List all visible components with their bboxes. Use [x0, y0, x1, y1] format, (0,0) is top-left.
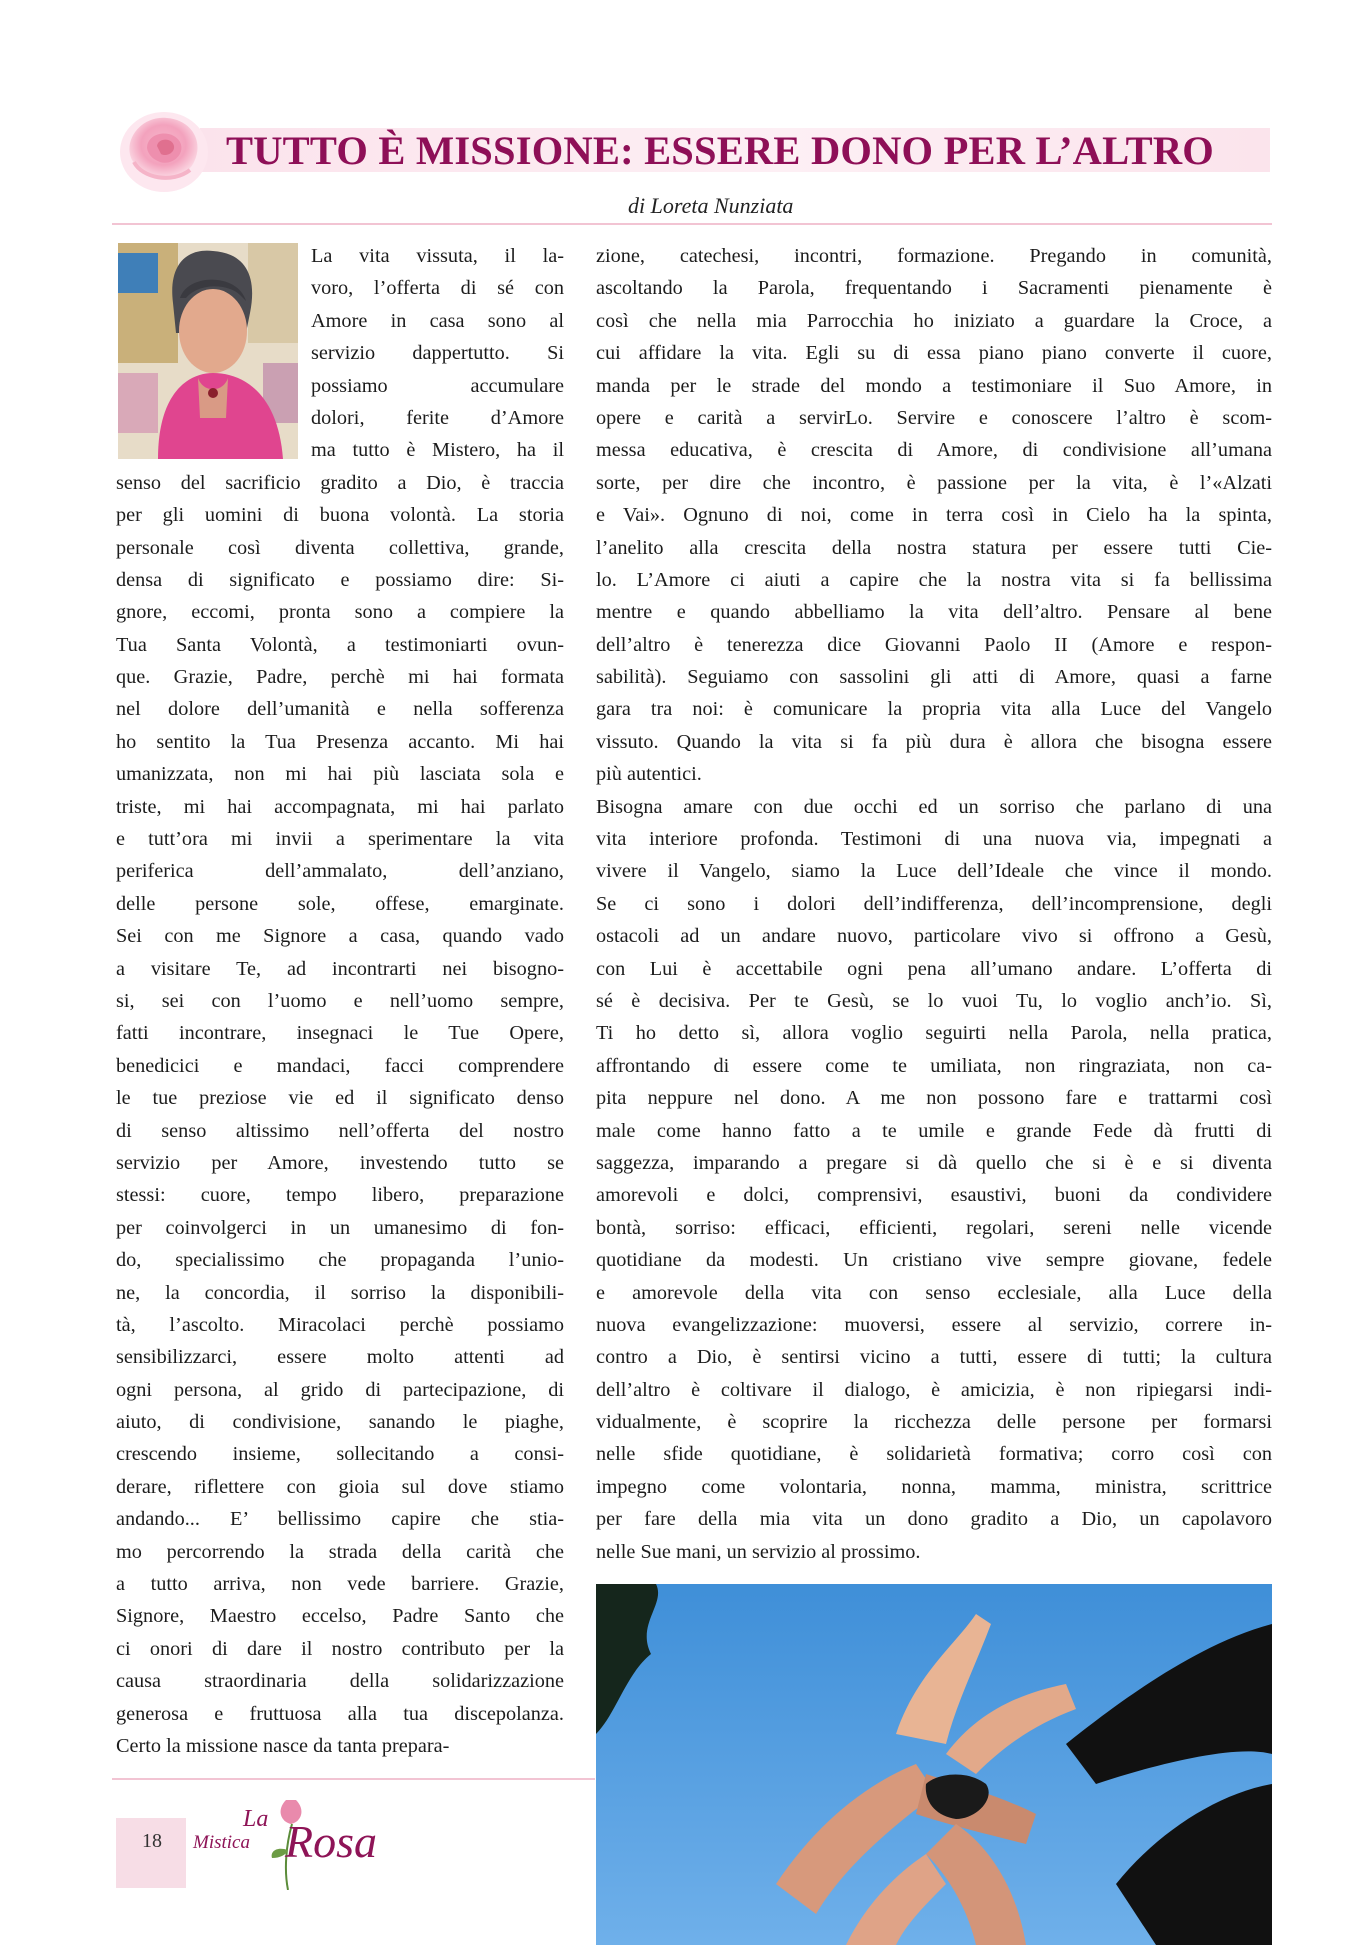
text-line: vidualmente, è scoprire la ricchezza delle persone per formarsi: [596, 1411, 1272, 1434]
text-line: nelle Sue mani, un servizio al prossimo.: [596, 1540, 921, 1563]
text-line: pita neppure nel dono. A me non possono fare e trattarmi così: [596, 1087, 1272, 1110]
text-line: per coinvolgerci in un umanesimo di fon-: [116, 1216, 564, 1239]
article-column-right: [596, 240, 1272, 1568]
text-line: causa straordinaria della solidarizzazione: [116, 1670, 564, 1693]
text-line: zione, catechesi, incontri, formazione. Pregando in comunità,: [596, 245, 1272, 267]
text-line: La vita vissuta, il la-: [311, 245, 564, 267]
text-line: derare, riflettere con gioia sul dove stiamo: [116, 1475, 564, 1498]
text-line: tà, l’ascolto. Miracolaci perchè possiamo: [116, 1313, 564, 1336]
text-line: per gli uomini di buona volontà. La storia: [116, 504, 564, 527]
text-line: a visitare Te, ad incontrarti nei bisogno-: [116, 957, 564, 980]
text-line: benedicici e mandaci, facci comprendere: [116, 1054, 564, 1077]
text-line: nuova evangelizzazione: muoversi, essere al servizio, correre in-: [596, 1313, 1272, 1336]
text-line: si, sei con l’uomo e nell’uomo sempre,: [116, 989, 564, 1012]
text-line: ci onori di dare il nostro contributo per la: [116, 1637, 564, 1660]
text-line: Certo la missione nasce da tanta prepara-: [116, 1734, 450, 1757]
text-line: Signore, Maestro eccelso, Padre Santo che: [116, 1605, 564, 1628]
text-line: crescendo insieme, sollecitando a consi-: [116, 1443, 564, 1466]
text-line: impegno come volontaria, nonna, mamma, ministra, scrittrice: [596, 1475, 1272, 1498]
text-line: do, specialissimo che propaganda l’unio-: [116, 1249, 564, 1272]
text-line: bontà, sorriso: efficaci, efficienti, regolari, sereni nelle vicende: [596, 1216, 1272, 1239]
text-line: ne, la concordia, il sorriso la disponibili-: [116, 1281, 564, 1304]
logo-mistica: Mistica: [193, 1832, 250, 1853]
article-title: TUTTO È MISSIONE: ESSERE DONO PER L’ALTRO: [226, 128, 1214, 173]
text-line: dolori, ferite d’Amore: [311, 406, 564, 429]
footer-divider: [112, 1778, 595, 1780]
text-line: voro, l’offerta di sé con: [311, 277, 564, 300]
text-line: saggezza, imparando a pregare si dà quello che si è e si diventa: [596, 1151, 1272, 1174]
text-line: più autentici.: [596, 763, 702, 786]
text-line: personale così diventa collettiva, grande,: [116, 536, 564, 559]
text-line: e tutt’ora mi invii a sperimentare la vita: [116, 828, 564, 851]
text-line: gnore, eccomi, pronta sono a compiere la: [116, 601, 564, 624]
text-line: dell’altro è coltivare il dialogo, è amicizia, è non ripiegarsi indi-: [596, 1378, 1272, 1401]
text-line: umanizzata, non mi hai più lasciata sola e: [116, 763, 564, 786]
text-line: dell’altro è tenerezza dice Giovanni Paolo II (Amore e respon-: [596, 633, 1272, 656]
article-column-left: [116, 240, 564, 1762]
text-line: l’anelito alla crescita della nostra statura per essere tutti Cie-: [596, 536, 1272, 559]
text-line: Sei con me Signore a casa, quando vado: [116, 925, 564, 948]
text-line: cui affidare la vita. Egli su di essa piano piano converte il cuore,: [596, 342, 1272, 365]
text-line: stessi: cuore, tempo libero, preparazione: [116, 1184, 564, 1207]
text-line: sensibilizzarci, essere molto attenti ad: [116, 1346, 564, 1369]
text-line: vissuto. Quando la vita si fa più dura è allora che bisogna essere: [596, 730, 1272, 753]
author-byline: di Loreta Nunziata: [628, 193, 794, 218]
text-line: Bisogna amare con due occhi ed un sorriso che parlano di una: [596, 795, 1272, 818]
text-line: per fare della mia vita un dono gradito a Dio, un capolavoro: [596, 1508, 1272, 1531]
text-line: e amorevole della vita con senso ecclesiale, alla Luce della: [596, 1281, 1272, 1304]
text-line: male come hanno fatto a te umile e grande Fede dà frutti di: [596, 1119, 1272, 1142]
text-line: senso del sacrificio gradito a Dio, è traccia: [116, 471, 564, 494]
text-line: gara tra noi: è comunicare la propria vita alla Luce del Vangelo: [596, 698, 1272, 721]
text-line: nelle sfide quotidiane, è solidarietà formativa; corro così con: [596, 1443, 1272, 1466]
text-line: Ti ho detto sì, allora voglio seguirti nella Parola, nella pratica,: [596, 1022, 1272, 1045]
text-line: amorevoli e dolci, comprensivi, esaustivi, buoni da condividere: [596, 1184, 1272, 1207]
text-line: sorte, per dire che incontro, è passione per la vita, è l’«Alzati: [596, 471, 1272, 494]
logo-la: La: [243, 1806, 269, 1832]
header-divider: [112, 223, 1272, 225]
text-line: nel dolore dell’umanità e nella sofferenza: [116, 698, 564, 721]
text-line: ogni persona, al grido di partecipazione, di: [116, 1378, 564, 1401]
text-line: fatti incontrare, insegnaci le Tue Opere,: [116, 1022, 564, 1045]
text-line: aiuto, di condivisione, sanando le piaghe,: [116, 1411, 564, 1434]
text-line: vivere il Vangelo, siamo la Luce dell’Ideale che vince il mondo.: [596, 860, 1272, 883]
text-line: andando... E’ bellissimo capire che stia-: [116, 1508, 564, 1531]
text-line: e Vai». Ognuno di noi, come in terra così in Cielo ha la spinta,: [596, 504, 1272, 527]
text-line: Amore in casa sono al: [311, 309, 564, 332]
text-line: servizio per Amore, investendo tutto se: [116, 1151, 564, 1174]
text-line: Tua Santa Volontà, a testimoniarti ovun-: [116, 633, 564, 656]
text-line: periferica dell’ammalato, dell’anziano,: [116, 860, 564, 883]
text-line: que. Grazie, Padre, perchè mi hai formata: [116, 666, 564, 689]
text-line: mentre e quando abbelliamo la vita dell’altro. Pensare al bene: [596, 601, 1272, 624]
text-line: densa di significato e possiamo dire: Si-: [116, 568, 564, 591]
text-line: triste, mi hai accompagnata, mi hai parlato: [116, 795, 564, 818]
text-line: sé è decisiva. Per te Gesù, se lo vuoi Tu, lo voglio anch’io. Sì,: [596, 989, 1272, 1012]
text-line: ma tutto è Mistero, ha il: [311, 439, 564, 462]
page-number: 18: [142, 1830, 162, 1852]
text-line: vita interiore profonda. Testimoni di una nuova via, impegnati a: [596, 828, 1272, 851]
text-line: sabilità). Seguiamo con sassolini gli atti di Amore, quasi a farne: [596, 666, 1272, 689]
text-line: opere e carità a servirLo. Servire e conoscere l’altro è scom-: [596, 406, 1272, 429]
text-line: Se ci sono i dolori dell’indifferenza, dell’incomprensione, degli: [596, 892, 1272, 915]
text-line: quotidiane da modesti. Un cristiano vive sempre giovane, fedele: [596, 1249, 1272, 1272]
text-line: con Lui è accettabile ogni pena all’umano andare. L’offerta di: [596, 957, 1272, 980]
text-line: possiamo accumulare: [311, 374, 564, 397]
text-line: lo. L’Amore ci aiuti a capire che la nostra vita si fa bellissima: [596, 568, 1272, 591]
hands-photo: [596, 1584, 1272, 1945]
text-line: generosa e fruttuosa alla tua discepolanza.: [116, 1702, 564, 1725]
text-line: mo percorrendo la strada della carità che: [116, 1540, 564, 1563]
logo-rosa: Rosa: [285, 1816, 377, 1867]
text-line: manda per le strade del mondo a testimoniare il Suo Amore, in: [596, 374, 1272, 397]
text-line: affrontando di essere come te umiliata, non ringraziata, non ca-: [596, 1054, 1272, 1077]
text-line: a tutto arriva, non vede barriere. Grazie,: [116, 1573, 564, 1596]
text-line: così che nella mia Parrocchia ho iniziato a guardare la Croce, a: [596, 309, 1272, 332]
text-line: contro a Dio, è sentirsi vicino a tutti, essere di tutti; la cultura: [596, 1346, 1272, 1369]
text-line: di senso altissimo nell’offerta del nostro: [116, 1119, 564, 1142]
text-line: ascoltando la Parola, frequentando i Sacramenti pienamente è: [596, 277, 1272, 300]
text-line: servizio dappertutto. Si: [311, 342, 564, 365]
text-line: le tue preziose vie ed il significato denso: [116, 1087, 564, 1110]
text-line: messa educativa, è crescita di Amore, di condivisione all’umana: [596, 439, 1272, 462]
text-line: ho sentito la Tua Presenza accanto. Mi hai: [116, 730, 564, 753]
text-line: delle persone sole, offese, emarginate.: [116, 892, 564, 915]
text-line: ostacoli ad un andare nuovo, particolare vivo si offrono a Gesù,: [596, 925, 1272, 948]
rose-decoration-icon: [112, 100, 212, 200]
